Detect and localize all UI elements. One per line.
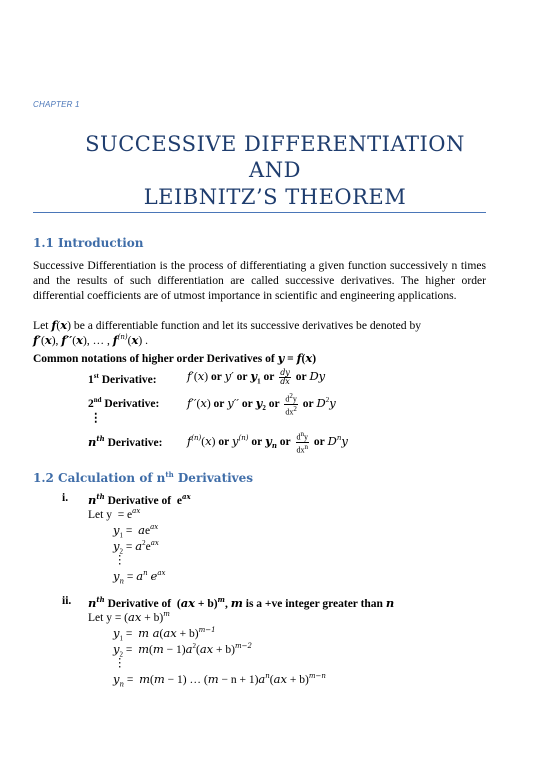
chapter-label: CHAPTER 1 (33, 100, 80, 109)
item-ii-let: Let y = (ax + b)$^m$ (88, 610, 170, 624)
nth-derivative-expr: $f^{(n)}(x)$ or $y^{(n)}$ or $y_n$ or $\frac{d^ny}{dx^n}$ or $D^ny$ (187, 430, 348, 455)
item-i-y1: $y_1 = ae^{ax}$ (113, 523, 159, 540)
item-ii-heading: $n^{th}$ Derivative of (ax + b)$^m$, m is a +ve integer greater than n (88, 595, 395, 610)
section-2-heading: 1.2 Calculation of $n^{th}$ Derivatives (33, 470, 254, 485)
first-derivative-expr: f′(x) or y′ or $y_1$ or $\frac{dy}{dx}$ or Dy (187, 368, 326, 386)
item-ii-ellipsis: ⋮ (114, 657, 126, 669)
item-i-yn: $y_n = a^n$ $e^{ax}$ (113, 569, 166, 586)
first-derivative-label: 1st Derivative: (88, 372, 157, 386)
notations-heading: Common notations of higher order Derivatives of y = f(x) (33, 351, 317, 365)
title-line-2: AND (249, 158, 301, 182)
title-divider (33, 212, 486, 213)
intro-paragraph: Successive Differentiation is the process of differentiating a given function successively n times and the results of such differentiation are called successive derivatives. The higher order differential coefficients are of utmost importance in scientific and engineering applications. (33, 259, 486, 302)
vertical-ellipsis: ⋮ (90, 412, 102, 424)
derivative-list: f′(x), f′′(x), … , $f^{(n)}(x)$ . (33, 333, 148, 347)
item-i-let: Let $y = e^{ax}$ (88, 507, 141, 521)
item-ii-y1: $y_1 = m$ a(ax + b)$^{m-1}$ (113, 626, 216, 643)
nth-derivative-label: $n^{th}$ Derivative: (88, 434, 163, 449)
item-ii-yn: $y_n = m(m - 1)$ … $(m - n + 1)a^n(ax + b)^{m-n}$ (113, 672, 326, 689)
section-1-heading: 1.1 Introduction (33, 236, 144, 250)
item-i-heading: $n^{th}$ Derivative of $e^{ax}$ (88, 492, 191, 507)
second-derivative-expr: f′′(x) or y′′ or $y_2$ or $\frac{d^2y}{dx^2}$ or $D^2y$ (187, 392, 336, 417)
title-line-3: LEIBNITZ’S THEOREM (143, 185, 407, 209)
second-derivative-label: 2nd Derivative: (88, 396, 160, 410)
item-ii-numeral: ii. (62, 595, 72, 607)
title-line-1: SUCCESSIVE DIFFERENTIATION (85, 132, 465, 156)
item-i-numeral: i. (62, 492, 69, 504)
let-sentence: Let f(x) be a differentiable function and let its successive derivatives be denoted by (33, 318, 422, 332)
item-i-ellipsis: ⋮ (114, 554, 126, 566)
item-i-y2: $y_2 = a^2e^{ax}$ (113, 539, 159, 556)
item-ii-y2: $y_2 = m(m - 1)a^2(ax + b)^{m-2}$ (113, 642, 252, 659)
